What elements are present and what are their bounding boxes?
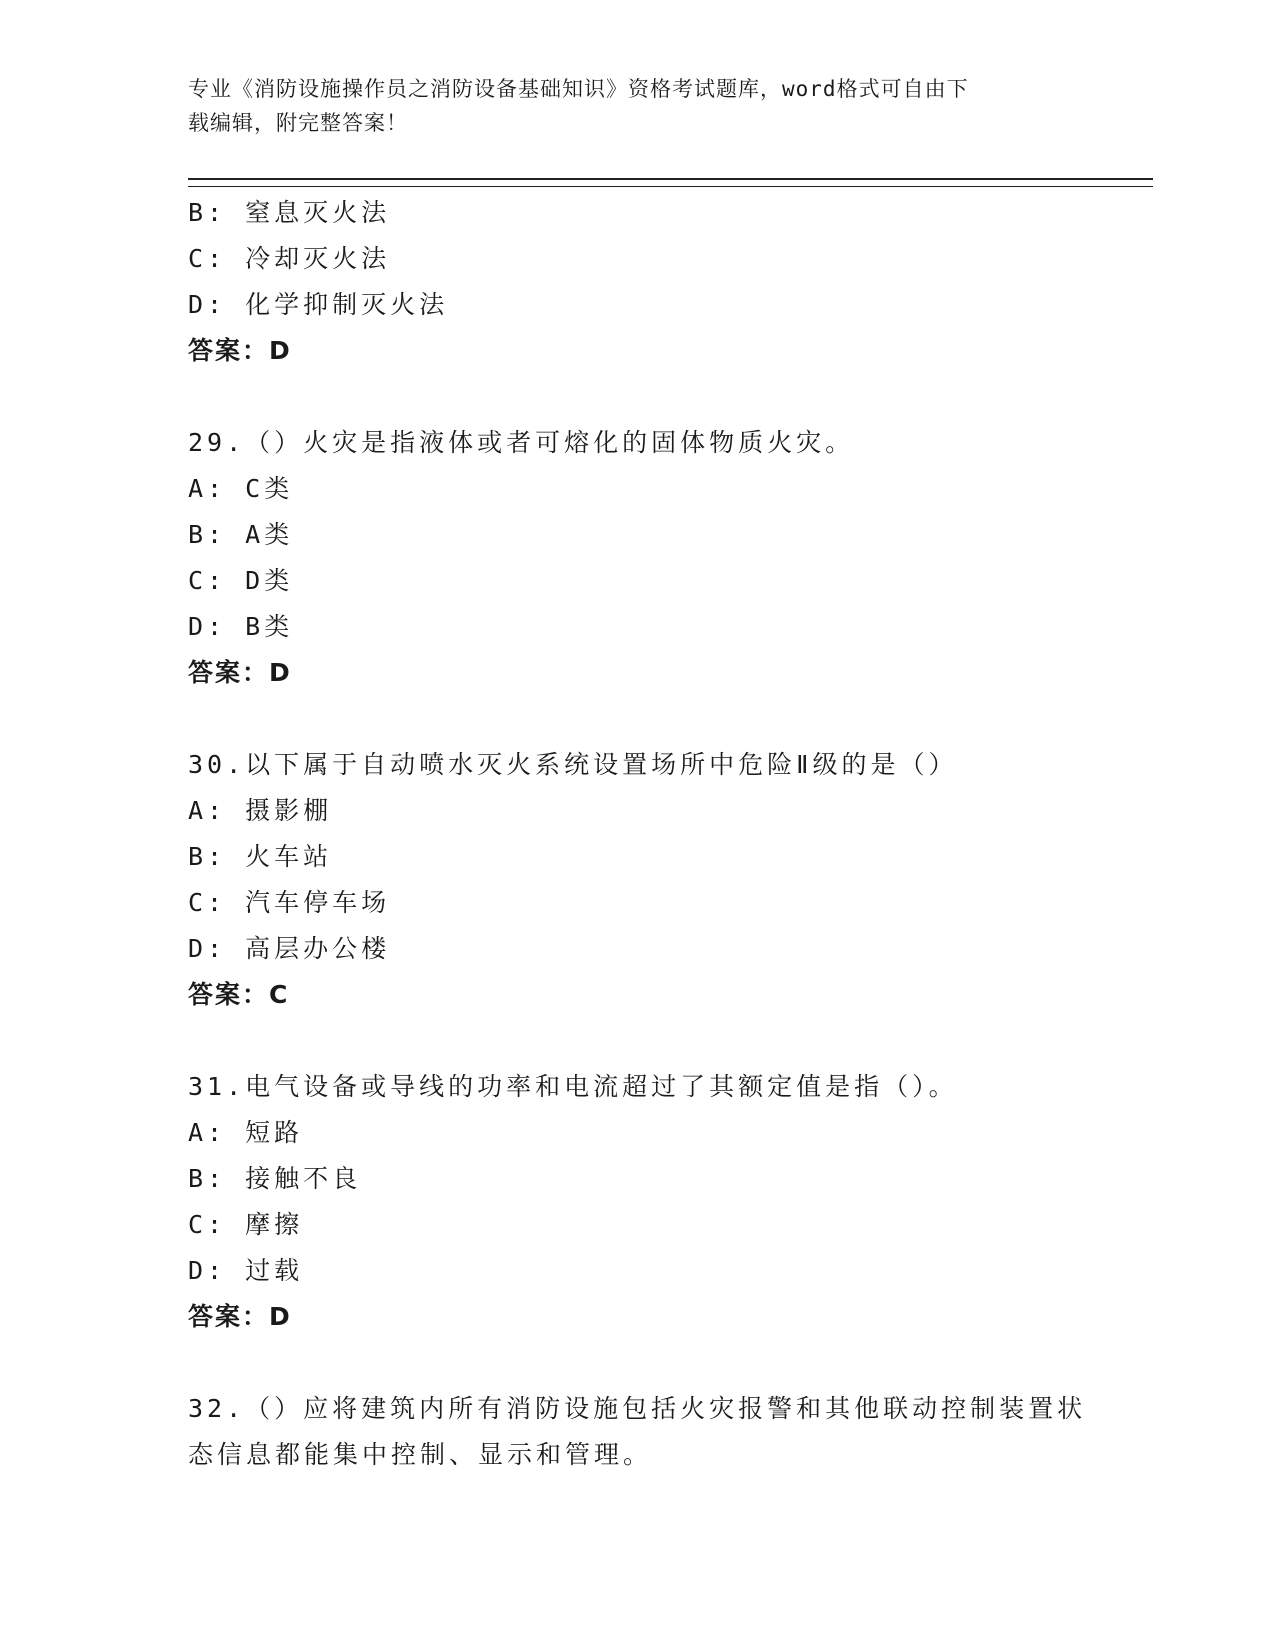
document-header xyxy=(188,72,1068,140)
answer: 答案：D xyxy=(188,1302,292,1331)
option-a: A: C类 xyxy=(188,474,294,503)
option-d: D: B类 xyxy=(188,612,294,641)
question-text: 29.（）火灾是指液体或者可熔化的固体物质火灾。 xyxy=(188,428,855,457)
question-28-partial xyxy=(188,190,1108,374)
option-b: B: 火车站 xyxy=(188,842,333,871)
option-a: A: 摄影棚 xyxy=(188,796,333,825)
question-list xyxy=(188,190,1108,1478)
header-line-1: 专业《消防设施操作员之消防设备基础知识》资格考试题库，word格式可自由下 xyxy=(188,77,969,101)
option-c: C: D类 xyxy=(188,566,294,595)
option-c: C: 冷却灭火法 xyxy=(188,244,391,273)
question-32 xyxy=(188,1386,1108,1478)
option-c: C: 摩擦 xyxy=(188,1210,304,1239)
question-text: 31.电气设备或导线的功率和电流超过了其额定值是指（）。 xyxy=(188,1072,958,1101)
option-d: D: 过载 xyxy=(188,1256,304,1285)
option-a: A: 短路 xyxy=(188,1118,304,1147)
option-c: C: 汽车停车场 xyxy=(188,888,391,917)
question-text: 32.（）应将建筑内所有消防设施包括火灾报警和其他联动控制装置状态信息都能集中控制、显示和管理。 xyxy=(188,1394,1087,1469)
answer: 答案：C xyxy=(188,980,290,1009)
option-b: B: A类 xyxy=(188,520,294,549)
answer: 答案：D xyxy=(188,658,292,687)
option-d: D: 化学抑制灭火法 xyxy=(188,290,449,319)
option-b: B: 窒息灭火法 xyxy=(188,198,391,227)
question-31 xyxy=(188,1064,1108,1340)
header-divider xyxy=(188,178,1153,187)
answer: 答案：D xyxy=(188,336,292,365)
question-30 xyxy=(188,742,1108,1018)
header-line-2: 载编辑，附完整答案！ xyxy=(188,111,408,135)
option-b: B: 接触不良 xyxy=(188,1164,362,1193)
question-text: 30.以下属于自动喷水灭火系统设置场所中危险Ⅱ级的是（） xyxy=(188,750,958,779)
question-29 xyxy=(188,420,1108,696)
option-d: D: 高层办公楼 xyxy=(188,934,391,963)
